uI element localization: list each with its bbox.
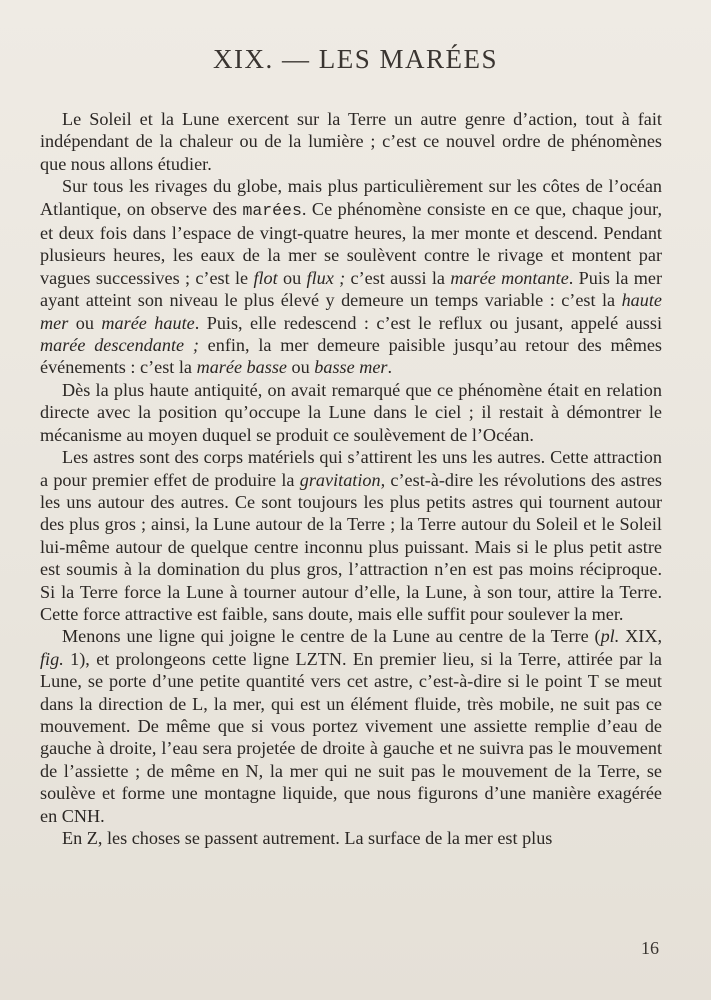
page-number: 16 xyxy=(641,938,659,958)
chapter-title: XIX. — LES MARÉES xyxy=(212,44,498,74)
paragraph-1: Le Soleil et la Lune exercent sur la Terre un autre genre d’action, tout à fait indépendant de la chaleur ou de la lumière ; c’est ce nouvel ordre de phénomènes que nous allons étudier. xyxy=(40,109,662,174)
paragraph-4: Les astres sont des corps matériels qui s’attirent les uns les autres. Cette attraction a pour premier effet de produire la gravitation, c’est-à-dire les révolutions des astres les uns autour des autres. Ce sont toujours les plus petits astres qui tournent autour des plus gros ; ainsi, la Lune autour de la Terre ; la Terre autour du Soleil et le Soleil lui-même autour de quelque centre inconnu plus puissant. Mais si le plus petit astre est soumis à la domination du plus gros, l’attraction n’en est pas moins réciproque. Si la Terre force la Lune à tourner autour d’elle, la Lune, à son tour, attire la Terre. Cette force attractive est faible, sans doute, mais elle suffit pour soulever la mer. xyxy=(40,447,662,624)
body-text xyxy=(40,108,662,849)
paragraph-2: Sur tous les rivages du globe, mais plus particulièrement sur les côtes de l’océan Atlantique, on observe des marées. Ce phénomène consiste en ce que, chaque jour, et deux fois dans l’espace de vingt-quatre heures, la mer monte et descend. Pendant plusieurs heures, les eaux de la mer se soulèvent contre le rivage et montent par vagues successives ; c’est le flot ou flux ; c’est aussi la marée montante. Puis la mer ayant atteint son niveau le plus élevé y demeure un temps variable : c’est la haute mer ou marée haute. Puis, elle redescend : c’est le reflux ou jusant, appelé aussi marée descendante ; enfin, la mer demeure paisible jusqu’au retour des mêmes événements : c’est la marée basse ou basse mer. xyxy=(40,176,663,378)
paragraph-5: Menons une ligne qui joigne le centre de la Lune au centre de la Terre (pl. XIX, fig. 1), et prolongeons cette ligne LZTN. En premier lieu, si la Terre, attirée par la Lune, se porte d’une petite quantité vers cet astre, c’est-à-dire si le point T se meut dans la direction de L, la mer, qui est un élément fluide, très mobile, ne suit pas ce mouvement. De même que si vous portez vivement une assiette remplie d’eau de gauche à droite, l’eau sera projetée de droite à gauche et ne suivra pas le mouvement de l’assiette ; de même en N, la mer qui ne suit pas le mouvement de la Terre, se soulève et forme une montagne liquide, que nous figurons d’une manière exagérée en CNH. xyxy=(40,626,663,826)
paragraph-6: En Z, les choses se passent autrement. La surface de la mer est plus xyxy=(62,828,553,848)
paragraph-3: Dès la plus haute antiquité, on avait remarqué que ce phénomène était en relation directe avec la position qu’occupe la Lune dans le ciel ; il restait à démontrer le mécanisme au moyen duquel se produit ce soulèvement de l’Océan. xyxy=(40,379,662,445)
